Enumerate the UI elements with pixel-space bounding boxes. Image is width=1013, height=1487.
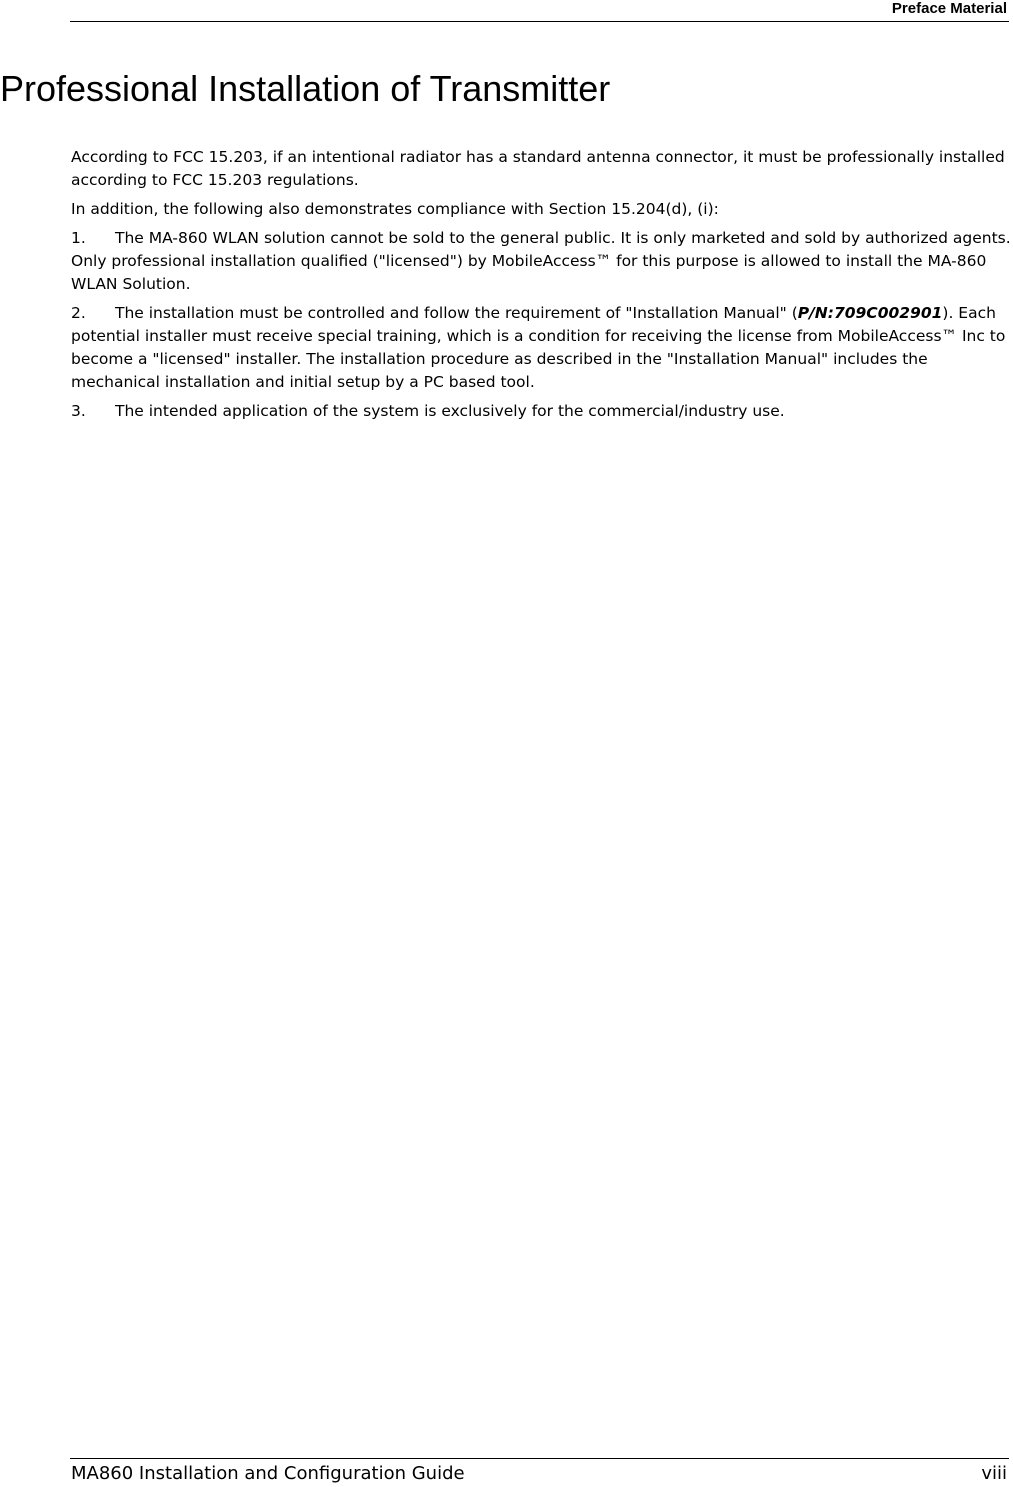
footer-guide-title: MA860 Installation and Configuration Guide (71, 1463, 465, 1484)
body-content (71, 146, 1011, 429)
list-item-text: ). Each potential installer must receive special training, which is a condition for receiving the license from MobileAccess™ Inc to become a "licensed" installer. The installation procedure as described in the "Installation Manual" includes the mechanical installation and initial setup by a PC based tool. (71, 304, 1006, 391)
running-header: Preface Material (891, 0, 1007, 17)
list-item-number: 3. (71, 402, 86, 420)
list-item-text: The intended application of the system is exclusively for the commercial/industry use. (115, 402, 785, 420)
footer-rule (70, 1458, 1009, 1459)
page-title: Professional Installation of Transmitter (0, 68, 611, 109)
list-item-text: The MA-860 WLAN solution cannot be sold to the general public. It is only marketed and sold by authorized agents. Only professional installation qualified ("licensed") by MobileAccess™ for this purpose is allowed to install the MA-860 WLAN Solution. (71, 229, 1011, 293)
addition-paragraph: In addition, the following also demonstrates compliance with Section 15.204(d), (i): (71, 200, 719, 218)
list-item-number: 2. (71, 304, 86, 322)
list-item-text: The installation must be controlled and follow the requirement of "Installation Manual" ( (115, 304, 798, 322)
header-rule (70, 21, 1009, 22)
part-number: P/N:709C002901 (797, 304, 943, 322)
footer-page-number: viii (981, 1463, 1007, 1484)
intro-paragraph: According to FCC 15.203, if an intentional radiator has a standard antenna connector, it must be professionally installed according to FCC 15.203 regulations. (71, 148, 1005, 189)
list-item (71, 400, 1011, 423)
list-item (71, 302, 1011, 394)
list-item (71, 227, 1011, 296)
list-item-number: 1. (71, 229, 86, 247)
